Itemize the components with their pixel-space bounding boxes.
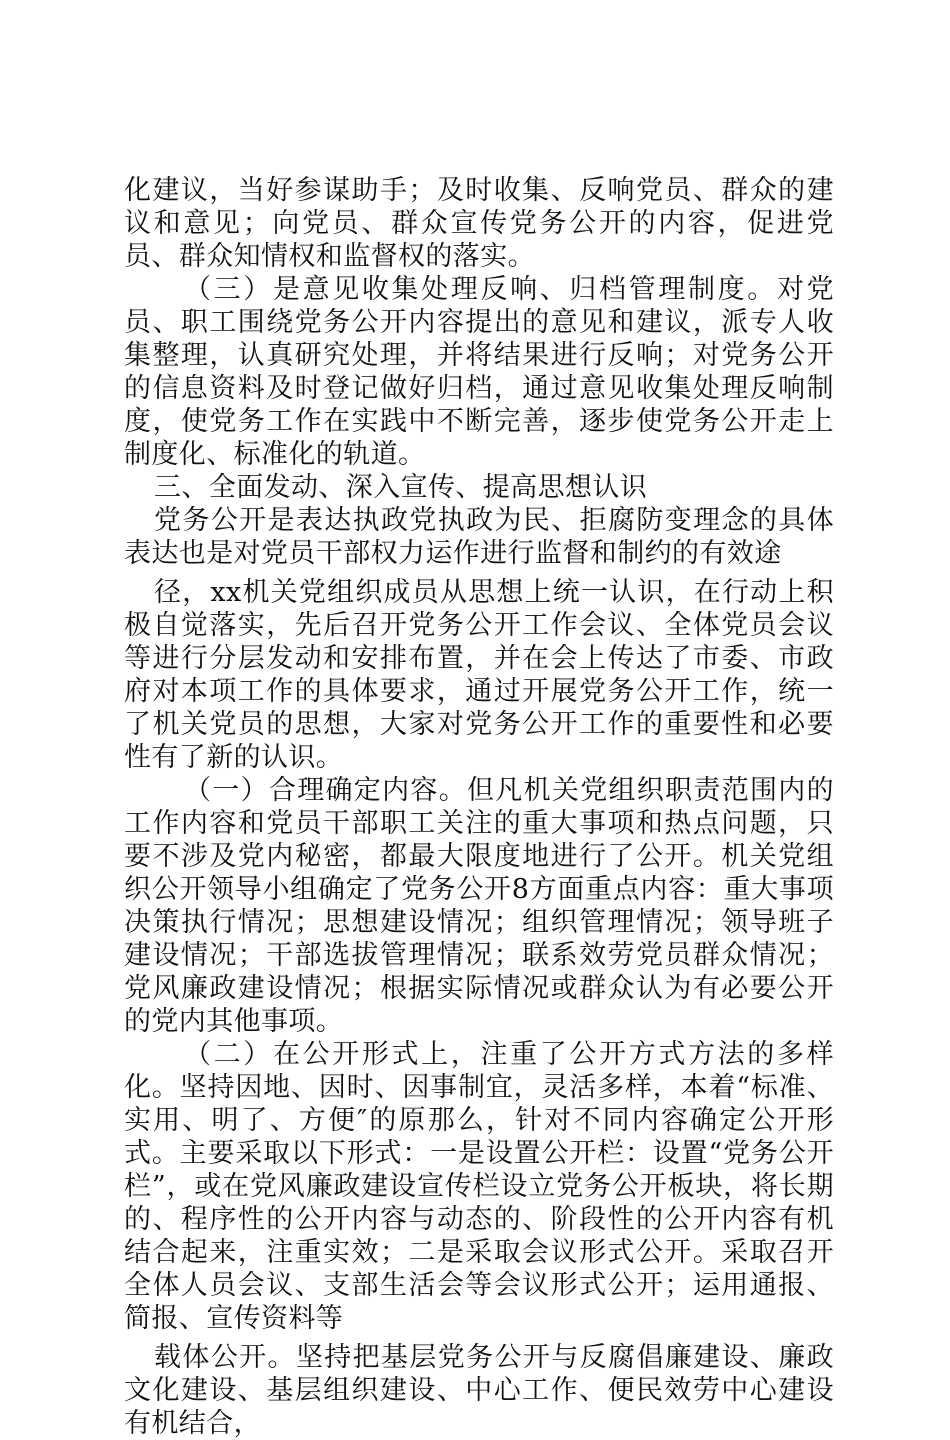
- document-body: [124, 174, 834, 1440]
- section-heading-three: 三、全面发动、深入宣传、提高思想认识: [154, 472, 648, 503]
- paragraph-item-one: （一）合理确定内容。但凡机关党组织职责范围内的工作内容和党员干部职工关注的重大事项和热点问题，只要不涉及党内秘密，都最大限度地进行了公开。机关党组织公开领导小组确定了党务公开8方面重点内容：重大事项决策执行情况；思想建设情况；组织管理情况；领导班子建设情况；干部选拔管理情况；联系效劳党员群众情况；党风廉政建设情况；根据实际情况或群众认为有必要公开的党内其他事项。: [124, 775, 834, 1037]
- paragraph-continuation: 化建议，当好参谋助手；及时收集、反响党员、群众的建议和意见；向党员、群众宣传党务公开的内容，促进党员、群众知情权和监督权的落实。: [124, 175, 834, 272]
- paragraph-item-two: （二）在公开形式上，注重了公开方式方法的多样化。坚持因地、因时、因事制宜，灵活多样，本着“标准、实用、明了、方便″的原那么，针对不同内容确定公开形式。主要采取以下形式：一是设置公开栏：设置“党务公开栏”，或在党风廉政建设宣传栏设立党务公开板块，将长期的、程序性的公开内容与动态的、阶段性的公开内容有机结合起来，注重实效；二是采取会议形式公开。采取召开全体人员会议、支部生活会等会议形式公开；运用通报、简报、宣传资料等: [124, 1039, 834, 1334]
- paragraph-mobilize: 径，xx机关党组织成员从思想上统一认识，在行动上积极自觉落实，先后召开党务公开工作会议、全体党员会议等进行分层发动和安排布置，并在会上传达了市委、市政府对本项工作的具体要求，通过开展党务公开工作，统一了机关党员的思想，大家对党务公开工作的重要性和必要性有了新的认识。: [124, 577, 834, 773]
- paragraph-intro: 党务公开是表达执政党执政为民、拒腐防变理念的具体表达也是对党员干部权力运作进行监督和制约的有效途: [124, 505, 834, 569]
- paragraph-carrier: 载体公开。坚持把基层党务公开与反腐倡廉建设、廉政文化建设、基层组织建设、中心工作、便民效劳中心建设有机结合，: [124, 1342, 834, 1439]
- paragraph-section-three: （三）是意见收集处理反响、归档管理制度。对党员、职工围绕党务公开内容提出的意见和建议，派专人收集整理，认真研究处理，并将结果进行反响；对党务公开的信息资料及时登记做好归档，通过意见收集处理反响制度，使党务工作在实践中不断完善，逐步使党务公开走上制度化、标准化的轨道。: [124, 274, 834, 470]
